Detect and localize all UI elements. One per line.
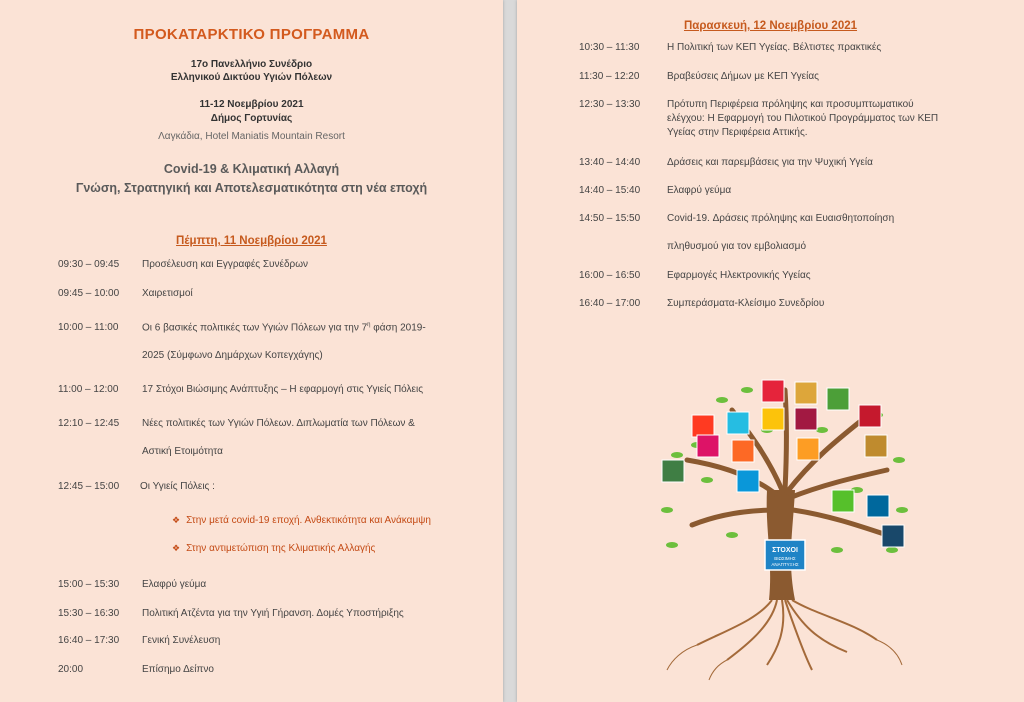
session-time: 15:00 – 15:30 — [58, 579, 120, 590]
session-desc-line2: 2025 (Σύμφωνο Δημάρχων Κοπεγχάγης) — [142, 350, 323, 361]
session-desc: Βραβεύσεις Δήμων με ΚΕΠ Υγείας — [667, 71, 819, 82]
conference-line1: 17ο Πανελλήνιο Συνέδριο — [190, 59, 313, 70]
program-title: ΠΡΟΚΑΤΑΡΚΤΙΚΟ ΠΡΟΓΡΑΜΜΑ — [133, 26, 370, 43]
sdg-goal-square — [692, 415, 714, 437]
session-time: 16:40 – 17:30 — [58, 635, 120, 646]
diamond-bullet-icon: ❖ — [172, 515, 181, 525]
sdg-goal-square — [827, 388, 849, 410]
sdg-goal-square — [882, 525, 904, 547]
session-time: 14:40 – 15:40 — [579, 185, 641, 196]
sdg-goal-square — [859, 405, 881, 427]
session-desc: Ελαφρύ γεύμα — [142, 579, 207, 590]
session-time: 12:30 – 13:30 — [579, 99, 641, 110]
sdg-goal-square — [867, 495, 889, 517]
conference-dates: 11-12 Νοεμβρίου 2021 — [199, 99, 304, 110]
sdg-goal-square — [697, 435, 719, 457]
diamond-bullet-icon: ❖ — [172, 543, 181, 553]
session-desc: Επίσημο Δείπνο — [142, 664, 214, 675]
tree-roots — [667, 600, 902, 680]
session-time: 16:00 – 16:50 — [579, 270, 641, 281]
session-time: 09:45 – 10:00 — [58, 288, 120, 299]
session-desc: Εφαρμογές Ηλεκτρονικής Υγείας — [667, 270, 811, 281]
sdg-goal-square — [762, 408, 784, 430]
sdg-sign-line2: ΒΙΩΣΙΜΗΣ — [774, 556, 796, 561]
session-time: 13:40 – 14:40 — [579, 157, 641, 168]
session-time: 14:50 – 15:50 — [579, 213, 641, 224]
session-desc: Γενική Συνέλευση — [142, 635, 221, 646]
session-time: 15:30 – 16:30 — [58, 608, 120, 619]
sdg-goal-square — [795, 408, 817, 430]
session-desc: Δράσεις και παρεμβάσεις για την Ψυχική Υγεία — [667, 157, 873, 168]
session-time: 10:00 – 11:00 — [58, 322, 119, 333]
session-time: 09:30 – 09:45 — [58, 259, 120, 270]
sdg-goal-square — [832, 490, 854, 512]
sdg-goal-square — [865, 435, 887, 457]
day-heading-friday: Παρασκευή, 12 Νοεμβρίου 2021 — [683, 20, 858, 32]
theme-line2: Γνώση, Στρατηγική και Αποτελεσματικότητα στη νέα εποχή — [75, 181, 428, 195]
session-desc: πληθυσμού για τον εμβολιασμό — [667, 241, 807, 252]
bullet-item: ❖ Στην αντιμετώπιση της Κλιματικής Αλλαγής — [172, 543, 376, 554]
sdg-goal-square — [727, 412, 749, 434]
session-desc: Χαιρετισμοί — [142, 288, 193, 299]
venue: Λαγκάδια, Hotel Maniatis Mountain Resort — [158, 131, 345, 142]
session-desc: Προσέλευση και Εγγραφές Συνέδρων — [142, 259, 309, 270]
sdg-goal-square — [795, 382, 817, 404]
session-desc-line2: ελέγχου: Η Εφαρμογή του Πιλοτικού Προγράμματος των ΚΕΠ — [667, 113, 939, 124]
sdg-sign-line3: ΑΝΑΠΤΥΞΗΣ — [771, 562, 799, 567]
session-desc: Η Πολιτική των ΚΕΠ Υγείας. Βέλτιστες πρακτικές — [667, 42, 882, 53]
session-time: 12:10 – 12:45 — [58, 418, 120, 429]
sdg-goal-square — [662, 460, 684, 482]
session-desc: Νέες πολιτικές των Υγιών Πόλεων. Διπλωματία των Πόλεων & — [142, 418, 415, 429]
sdg-sign-line1: ΣΤΟΧΟΙ — [772, 547, 798, 554]
conference-line2: Ελληνικού Δικτύου Υγιών Πόλεων — [170, 72, 333, 83]
sdg-tree-illustration — [637, 360, 927, 700]
session-desc-line3: Υγείας στην Περιφέρεια Αττικής. — [667, 127, 808, 138]
session-time: 11:00 – 12:00 — [58, 384, 119, 395]
day-heading-thursday: Πέμπτη, 11 Νοεμβρίου 2021 — [176, 235, 327, 247]
session-desc-line2: Αστική Ετοιμότητα — [142, 446, 223, 457]
session-desc: Covid-19. Δράσεις πρόληψης και Ευαισθητοποίηση — [667, 213, 895, 224]
session-desc: Οι 6 βασικές πολιτικές των Υγιών Πόλεων για την $7^\eta$ φάση 2019- — [142, 322, 426, 334]
sdg-goal-square — [762, 380, 784, 402]
sdg-goal-square — [737, 470, 759, 492]
session-desc: Πολιτική Ατζέντα για την Υγιή Γήρανση. Δομές Υποστήριξης — [142, 608, 404, 619]
session-desc: 17 Στόχοι Βιώσιμης Ανάπτυξης – Η εφαρμογή στις Υγιείς Πόλεις — [142, 384, 424, 395]
session-desc: Οι Υγιείς Πόλεις : — [140, 481, 215, 492]
right-page — [517, 0, 1024, 702]
session-time: 12:45 – 15:00 — [58, 481, 120, 492]
bullet-item: ❖ Στην μετά covid-19 εποχή. Ανθεκτικότητα και Ανάκαμψη — [172, 515, 431, 526]
session-time: 20:00 — [58, 664, 84, 675]
session-desc: Πρότυπη Περιφέρεια πρόληψης και προσυμπτωματικού — [667, 99, 914, 110]
session-desc: Συμπεράσματα-Κλείσιμο Συνεδρίου — [667, 298, 825, 309]
session-time: 11:30 – 12:20 — [579, 71, 640, 82]
session-time: 16:40 – 17:00 — [579, 298, 641, 309]
session-desc: Ελαφρύ γεύμα — [667, 185, 732, 196]
sdg-goal-square — [797, 438, 819, 460]
session-time: 10:30 – 11:30 — [579, 42, 640, 53]
sdg-goal-square — [732, 440, 754, 462]
left-page — [0, 0, 503, 702]
municipality: Δήμος Γορτυνίας — [210, 113, 293, 124]
theme-line1: Covid-19 & Κλιματική Αλλαγή — [163, 162, 340, 176]
